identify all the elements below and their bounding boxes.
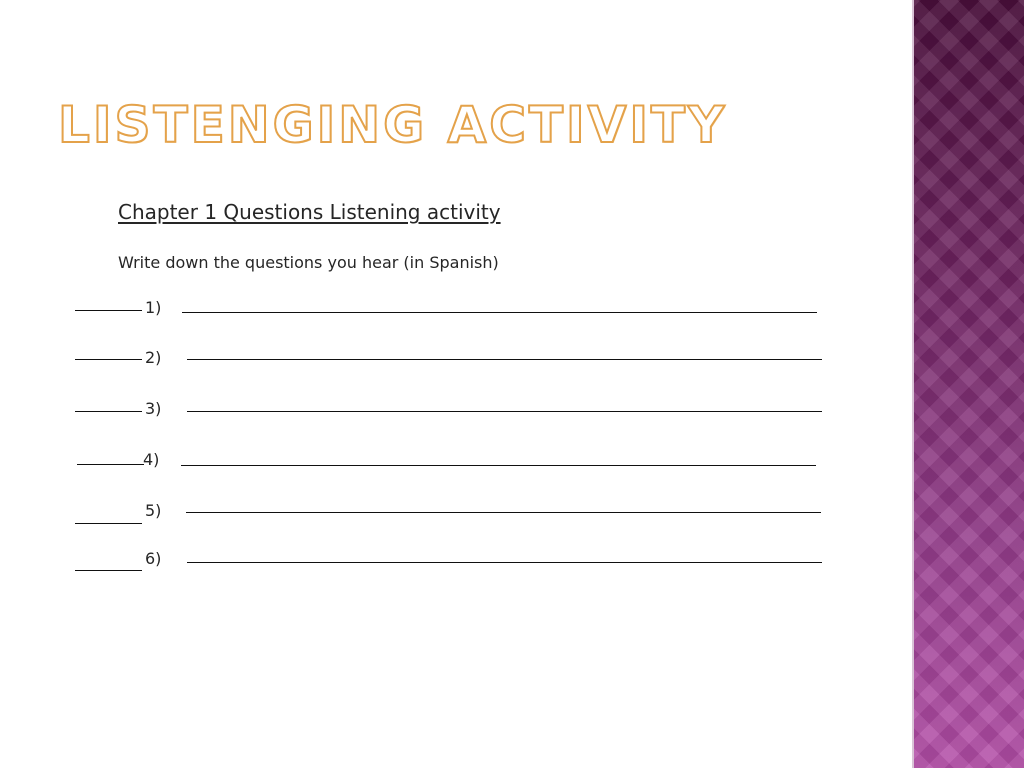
question-number: 2) bbox=[145, 348, 162, 367]
answer-blank[interactable] bbox=[75, 523, 142, 524]
answer-blank[interactable] bbox=[75, 310, 142, 311]
answer-line[interactable] bbox=[181, 465, 816, 466]
decorative-side-band bbox=[912, 0, 1024, 768]
question-number: 6) bbox=[145, 549, 162, 568]
slide-title: LISTENGING ACTIVITY bbox=[58, 96, 728, 154]
answer-blank[interactable] bbox=[77, 464, 144, 465]
answer-line[interactable] bbox=[187, 359, 822, 360]
worksheet-instruction: Write down the questions you hear (in Spanish) bbox=[118, 253, 499, 272]
answer-line[interactable] bbox=[187, 562, 822, 563]
question-number: 3) bbox=[145, 399, 162, 418]
answer-line[interactable] bbox=[187, 411, 822, 412]
answer-blank[interactable] bbox=[75, 411, 142, 412]
question-row bbox=[0, 400, 912, 440]
question-row bbox=[0, 298, 912, 338]
question-row bbox=[0, 350, 912, 390]
answer-line[interactable] bbox=[182, 312, 817, 313]
answer-line[interactable] bbox=[186, 512, 821, 513]
question-number: 4) bbox=[143, 450, 160, 469]
answer-blank[interactable] bbox=[75, 359, 142, 360]
question-row bbox=[0, 550, 912, 590]
question-row bbox=[0, 451, 912, 491]
question-number: 5) bbox=[145, 501, 162, 520]
question-number: 1) bbox=[145, 298, 162, 317]
question-row bbox=[0, 502, 912, 542]
answer-blank[interactable] bbox=[75, 570, 142, 571]
worksheet-heading: Chapter 1 Questions Listening activity bbox=[118, 200, 501, 224]
